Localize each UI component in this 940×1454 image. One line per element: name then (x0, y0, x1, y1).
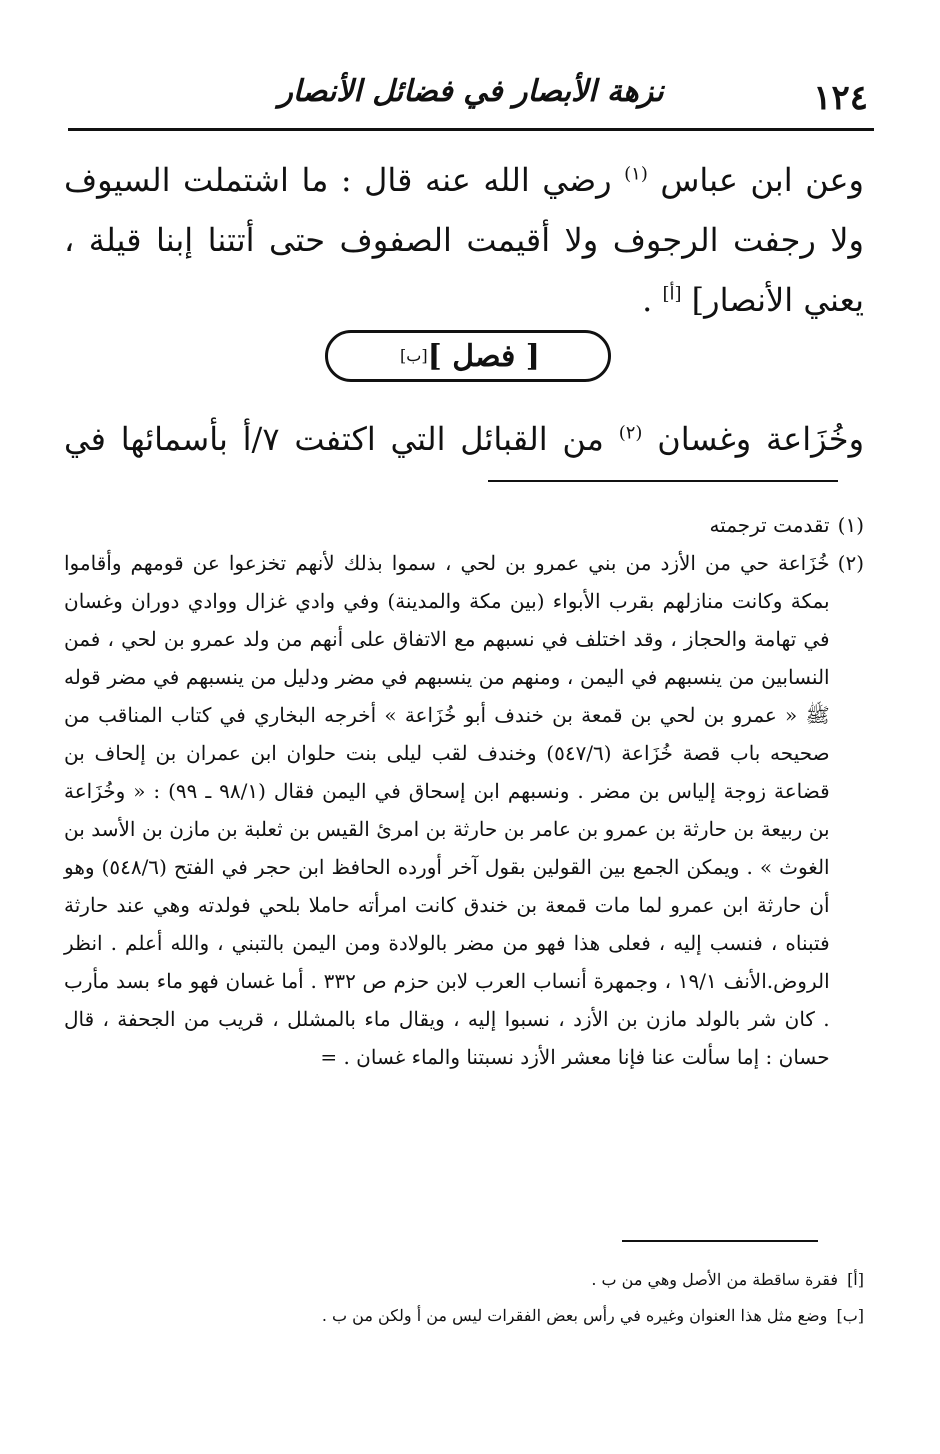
book-title: نزهة الأبصار في فضائل الأنصار (278, 74, 664, 109)
note-label: [أ] (847, 1270, 864, 1289)
note-item (64, 1262, 864, 1298)
footnote-divider (488, 480, 838, 482)
paragraph-2-start: وخُزَاعة وغسان (657, 420, 865, 458)
paragraph-1-end: . (642, 281, 653, 319)
page-header (68, 66, 874, 128)
note-text: وضع مثل هذا العنوان وغيره في رأس بعض الفقرات ليس من أ ولكن من ب . (321, 1306, 828, 1325)
main-paragraph-1 (64, 150, 864, 330)
note-item (64, 1298, 864, 1334)
note-ref-a: [أ] (662, 283, 682, 305)
footnote-number: (٢) (837, 551, 864, 575)
footnote-text: تقدمت ترجمته (709, 513, 830, 537)
section-heading: [ فصل ] (427, 338, 540, 374)
header-divider (68, 128, 874, 131)
footnote-item (64, 544, 864, 1076)
note-label: [ب] (836, 1306, 864, 1325)
note-text: فقرة ساقطة من الأصل وهي من ب . (591, 1270, 838, 1289)
footnotes (64, 506, 864, 1076)
footnote-ref-2: (٢) (618, 422, 643, 444)
footnote-item (64, 506, 864, 544)
editorial-notes (64, 1262, 864, 1334)
footnote-text: خُزَاعة حي من الأزد من بني عمرو بن لحي ، سموا بذلك لأنهم تخزعوا عن قومهم وأقاموا بمكة وكانت منازلهم بقرب الأبواء (بين مكة والمدينة) وفي وادي غزال ووادي دوران وغسان في تهامة والحجاز ، وقد اختلف في نسبهم مع الاتفاق على أنهم من ولد عمرو بن لحي ، فمن النسابين من ينسبهم في اليمن ، ومنهم من ينسبهم في مضر ودليل من ينسبهم في مضر قوله ﷺ « عمرو بن لحي بن قمعة بن خندف أبو خُزَاعة » أخرجه البخاري في كتاب المناقب من صحيحه باب قصة خُزَاعة (٥٤٧/٦) وخندف لقب ليلى بنت حلوان ابن عمران بن إلحاف بن قضاعة زوجة إلياس بن مضر . ونسبهم ابن إسحاق في اليمن فقال (٩٨/١ ـ ٩٩) : « وخُزَاعة بن ربيعة بن حارثة بن عمرو بن عامر بن حارثة بن امرئ القيس بن ثعلبة بن مازن بن الأسد بن الغوث » . ويمكن الجمع بين القولين بقول آخر أورده الحافظ ابن حجر في الفتح (٥٤٨/٦) وهو أن حارثة ابن عمرو لما مات قمعة بن خندق كانت امرأته حاملا بلحي فولدته وهي عند حارثة فتبناه ، فنسب إليه ، فعلى هذا فهو من مضر بالولادة ومن اليمن بالتبني ، والله أعلم . انظر الروض.الأنف ١٩/١ ، وجمهرة أنساب العرب لابن حزم ص ٣٣٢ . أما غسان فهو ماء بسد مأرب . كان شر بالولد مازن بن الأزد ، نسبوا إليه ، ويقال ماء بالمشلل ، قريب من الجحفة ، قال حسان : إما سألت عنا فإنا معشر الأزد نسبتنا والماء غسان . = (64, 551, 830, 1069)
page-number: ١٢٤ (813, 78, 868, 118)
paragraph-1-start: وعن ابن عباس (660, 161, 865, 199)
paragraph-2-text: من القبائل التي اكتفت ٧/أ بأسمائها في (64, 420, 604, 458)
footnote-number: (١) (837, 513, 864, 537)
footnote-ref-1: (١) (624, 163, 648, 185)
notes-divider (622, 1240, 818, 1242)
paragraph-1-text: رضي الله عنه قال : ما اشتملت السيوف ولا رجفت الرجوف ولا أقيمت الصفوف حتى أتتنا إبنا قيلة ، يعني الأنصار] (64, 161, 864, 319)
main-paragraph-2 (64, 410, 864, 468)
section-heading-box: [ فصل ] [ب] (325, 330, 611, 382)
